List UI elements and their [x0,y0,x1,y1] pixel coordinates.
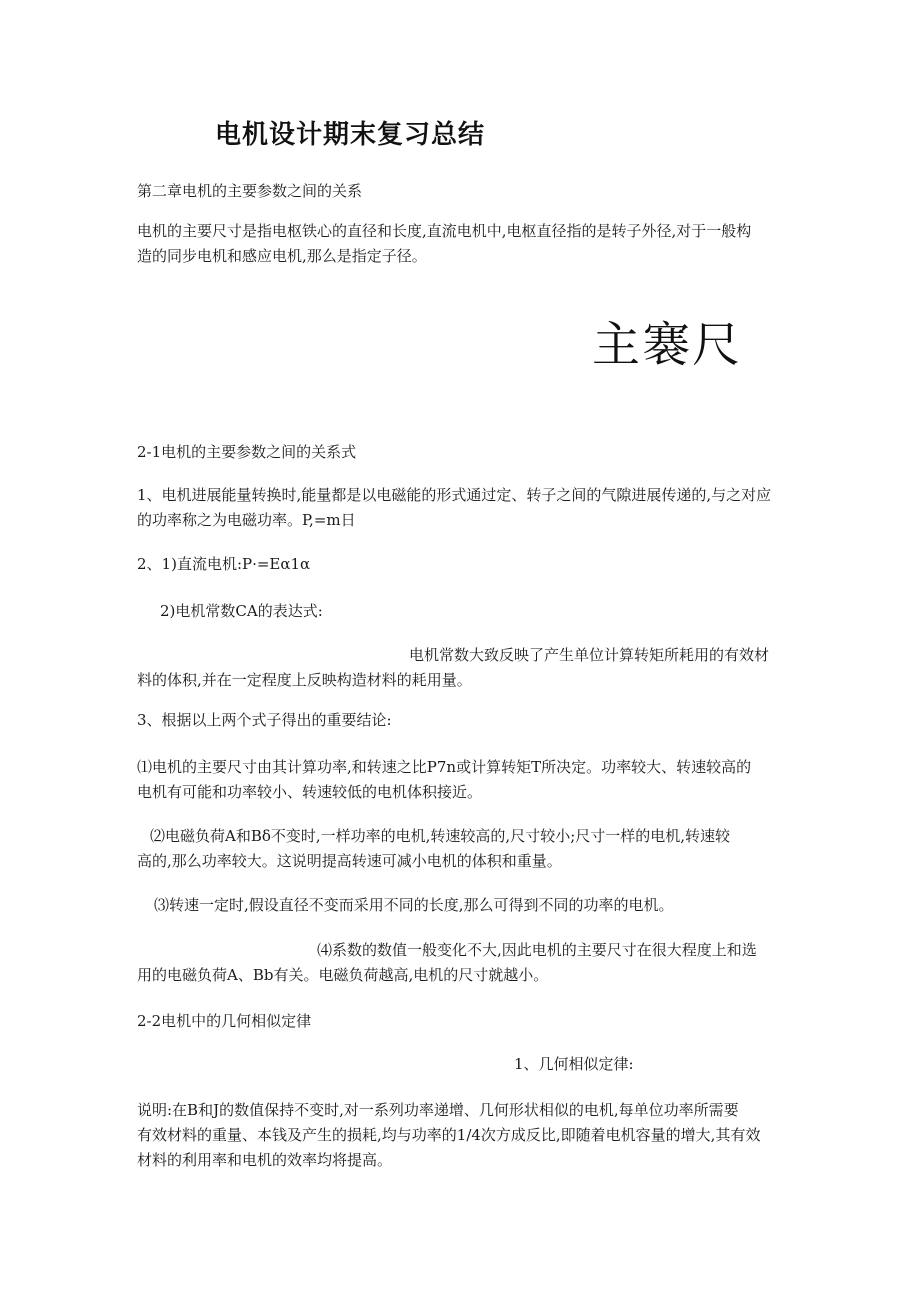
conclusion-2-line-2: 高的,那么功率较大。这说明提高转速可减小电机的体积和重量。 [137,852,562,870]
intro-paragraph [137,219,751,269]
conclusion-4 [137,938,757,988]
intro-line-2: 造的同步电机和感应电机,那么是指定子径。 [137,247,427,265]
section-2-2-subheading: 1、几何相似定律: [514,1055,634,1073]
paragraph-5: 3、根据以上两个式子得出的重要结论: [137,711,392,729]
note-line-3: 材料的利用率和电机的效率均将提高。 [137,1151,393,1169]
section-2-1-heading: 2-1电机的主要参数之间的关系式 [137,443,357,461]
note-paragraph [137,1098,760,1173]
page-title: 电机设计期末复习总结 [215,120,486,150]
paragraph-4 [137,643,769,693]
paragraph-4-line-1: 电机常数大致反映了产生单位计算转矩所耗用的有效材 [409,646,770,664]
paragraph-1 [137,483,771,533]
conclusion-4-line-2: 用的电磁负荷A、Bb有关。电磁负荷越高,电机的尺寸就越小。 [137,966,549,984]
conclusion-4-line-1: ⑷系数的数值一般变化不大,因此电机的主要尺寸在很大程度上和选 [317,941,757,959]
paragraph-3: 2)电机常数CA的表达式: [160,602,323,620]
section-2-2-heading: 2-2电机中的几何相似定律 [137,1012,312,1030]
conclusion-2 [137,824,730,874]
conclusion-1 [137,755,751,805]
paragraph-2: 2、1)直流电机:P·=Eα1α [137,555,311,573]
note-line-2: 有效材料的重量、本钱及产生的损耗,均与功率的1/4次方成反比,即随着电机容量的增大,其有效 [137,1126,761,1144]
paragraph-1-line-2: 的功率称之为电磁功率。P,=m日 [137,511,356,529]
figure-text: 主褰尺 [592,317,743,373]
conclusion-3: ⑶转速一定时,假设直径不变而采用不同的长度,那么可得到不同的功率的电机。 [154,896,674,914]
paragraph-1-line-1: 1、电机进展能量转换时,能量都是以电磁能的形式通过定、转子之间的气隙进展传递的,与之对应 [137,486,772,504]
conclusion-2-line-1: ⑵电磁负荷A和Bδ不变时,一样功率的电机,转速较高的,尺寸较小;尺寸一样的电机,转速较 [150,827,731,845]
note-line-1: 说明:在B和J的数值保持不变时,对一系列功率递增、几何形状相似的电机,每单位功率所需要 [137,1101,739,1119]
paragraph-4-line-2: 料的体积,并在一定程度上反映构造材料的耗用量。 [137,671,472,689]
conclusion-1-line-2: 电机有可能和功率较小、转速较低的电机体积接近。 [137,783,483,801]
intro-line-1: 电机的主要尺寸是指电枢铁心的直径和长度,直流电机中,电枢直径指的是转子外径,对于一般构 [137,222,752,240]
chapter-heading: 第二章电机的主要参数之间的关系 [137,182,363,200]
conclusion-1-line-1: ⑴电机的主要尺寸由其计算功率,和转速之比P7n或计算转矩T所决定。功率较大、转速较高的 [137,758,752,776]
